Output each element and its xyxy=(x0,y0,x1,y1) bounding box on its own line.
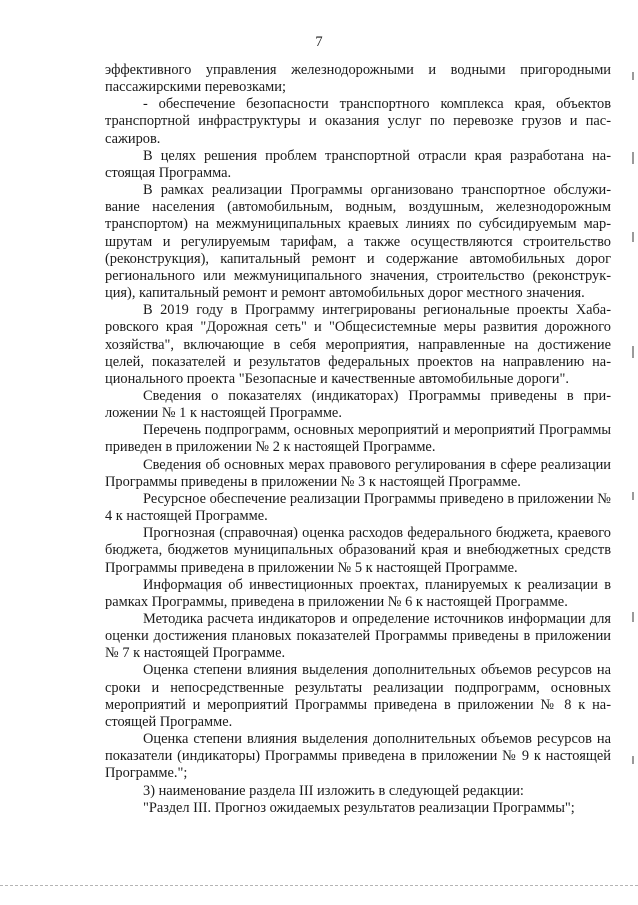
paragraph-continuation: эффективного управления железнодорожными и водными пригородными пассажирскими перевозками; xyxy=(105,62,611,96)
paragraph-safety-goal: - обеспечение безопасности транспортного комплекса края, объектов транспортной инфраструктуры и оказания услуг по перевозке грузов и пассажиров. xyxy=(105,96,611,147)
paragraph-appendix-8: Оценка степени влияния выделения дополнительных объемов ресурсов на сроки и непосредственные результаты реализации подпрограмм, основных мероприятий и мероприятий Программы приведена в приложении № 8 к настоящей Программе. xyxy=(105,662,611,730)
scan-mark xyxy=(632,492,634,500)
page-number: 7 xyxy=(315,34,323,50)
paragraph-regional-projects: В 2019 году в Программу интегрированы региональные проекты Хабаровского края "Дорожная сеть" и "Общесистемные меры развития дорожного хозяйства", включающие в себя мероприятия, направленные на достижение целей, показателей и результатов федеральных проектов на направлению национального проекта "Безопасные и качественные автомобильные дороги". xyxy=(105,302,611,387)
scan-mark xyxy=(632,72,634,80)
scan-mark xyxy=(632,232,634,242)
scan-mark xyxy=(632,612,634,622)
paragraph-appendix-7: Методика расчета индикаторов и определение источников информации для оценки достижения плановых показателей Программы приведены в приложении № 7 к настоящей Программе. xyxy=(105,611,611,662)
paragraph-program-activities: В рамках реализации Программы организовано транспортное обслуживание населения (автомобильным, водным, воздушным, железнодорожным транспортом) на межмуниципальных краевых линиях по субсидируемым маршрутам и регулируемым тарифам, а также осуществляются строительство (реконструкция), капитальный ремонт и содержание автомобильных дорог регионального или межмуниципального значения, строительство (реконструкция), капитальный ремонт и ремонт автомобильных дорог местного значения. xyxy=(105,182,611,302)
scan-bottom-edge xyxy=(0,885,638,886)
paragraph-appendix-1: Сведения о показателях (индикаторах) Программы приведены в приложении № 1 к настоящей Программе. xyxy=(105,387,611,422)
paragraph-program-purpose: В целях решения проблем транспортной отрасли края разработана настоящая Программа. xyxy=(105,147,611,181)
paragraph-appendix-2: Перечень подпрограмм, основных мероприятий и мероприятий Программы приведен в приложении № 2 к настоящей Программе. xyxy=(105,422,611,456)
paragraph-appendix-5: Прогнозная (справочная) оценка расходов федерального бюджета, краевого бюджета, бюджетов муниципальных образований края и внебюджетных средств Программы приведена в приложении № 5 к настоящей Программе. xyxy=(105,525,611,576)
scan-mark xyxy=(632,152,634,164)
paragraph-appendix-6: Информация об инвестиционных проектах, планируемых к реализации в рамках Программы, приведена в приложении № 6 к настоящей Программе. xyxy=(105,576,611,610)
document-body xyxy=(105,62,611,817)
scan-mark xyxy=(632,756,634,764)
paragraph-appendix-4: Ресурсное обеспечение реализации Программы приведено в приложении № 4 к настоящей Программе. xyxy=(105,490,611,525)
paragraph-appendix-9: Оценка степени влияния выделения дополнительных объемов ресурсов на показатели (индикаторы) Программы приведена в приложении № 9 к настоящей Программе."; xyxy=(105,731,611,782)
paragraph-appendix-3: Сведения об основных мерах правового регулирования в сфере реализации Программы приведены в приложении № 3 к настоящей Программе. xyxy=(105,456,611,490)
scan-mark xyxy=(632,346,634,358)
paragraph-amendment-item-3: 3) наименование раздела III изложить в следующей редакции: xyxy=(143,782,524,799)
paragraph-section-3-title: "Раздел III. Прогноз ожидаемых результатов реализации Программы"; xyxy=(143,799,575,816)
